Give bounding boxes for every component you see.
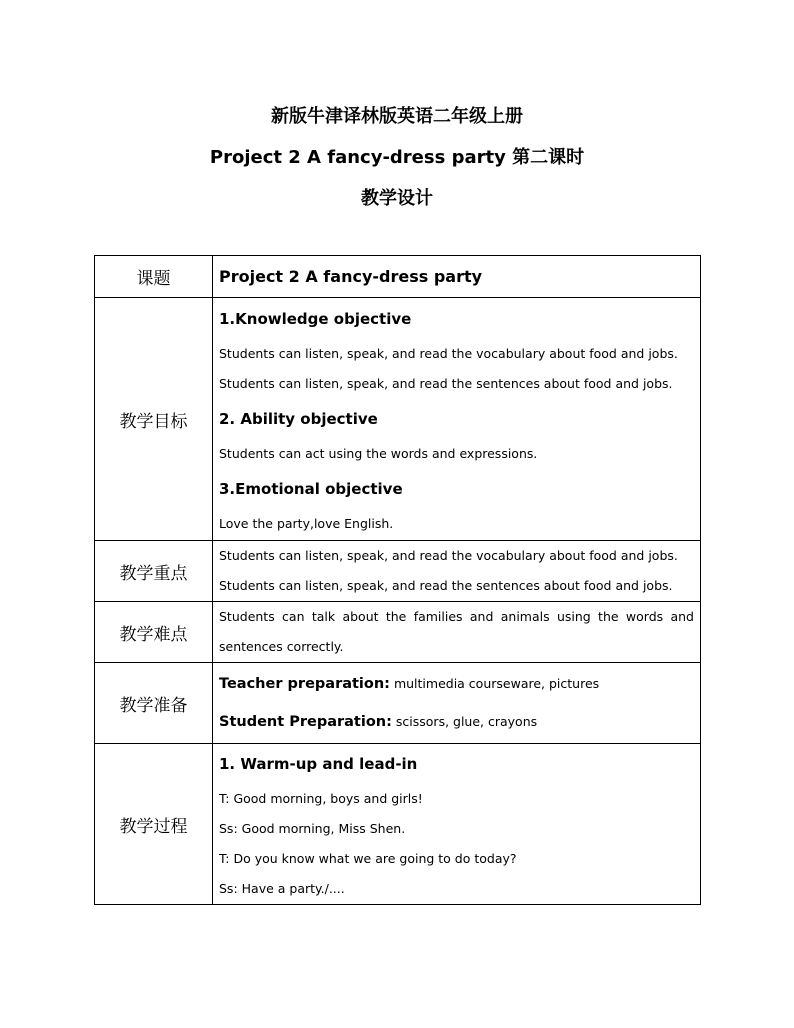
process-line: T: Good morning, boys and girls! [219, 791, 423, 806]
objectives-label: 教学目标 [95, 298, 213, 541]
process-line: T: Do you know what we are going to do today? [219, 851, 517, 866]
lesson-plan-table [94, 255, 701, 905]
table-row-objectives [95, 298, 701, 541]
process-line: Ss: Good morning, Miss Shen. [219, 821, 406, 836]
teacher-preparation-value: multimedia courseware, pictures [389, 676, 600, 691]
key-point-line: Students can listen, speak, and read the sentences about food and jobs. [219, 578, 673, 593]
ability-heading: 2. Ability objective [219, 410, 378, 428]
table-row-preparation [95, 663, 701, 744]
table-row-process [95, 744, 701, 905]
emotional-heading: 3.Emotional objective [219, 480, 403, 498]
difficulties-text: Students can talk about the families and animals using the words and sentences correctly. [219, 609, 694, 654]
table-row-key-points [95, 541, 701, 602]
preparation-cell [213, 663, 701, 744]
document-heading: 教学设计 [361, 188, 433, 209]
table-row-topic [95, 256, 701, 298]
topic-label: 课题 [95, 256, 213, 298]
document-subtitle: Project 2 A fancy-dress party 第二课时 [209, 147, 585, 168]
process-cell [213, 744, 701, 905]
knowledge-line: Students can listen, speak, and read the vocabulary about food and jobs. [219, 346, 678, 361]
process-label: 教学过程 [95, 744, 213, 905]
difficulties-label: 教学难点 [95, 602, 213, 663]
student-preparation [219, 703, 694, 741]
student-preparation-label: Student Preparation: [219, 714, 392, 730]
key-points-cell [213, 541, 701, 602]
teacher-preparation [219, 665, 694, 703]
difficulties-cell [213, 602, 701, 663]
topic-value: Project 2 A fancy-dress party [219, 267, 483, 286]
topic-cell [213, 256, 701, 298]
process-heading: 1. Warm-up and lead-in [219, 755, 418, 773]
teacher-preparation-label: Teacher preparation: [219, 676, 390, 692]
preparation-label: 教学准备 [95, 663, 213, 744]
table-row-difficulties [95, 602, 701, 663]
student-preparation-value: scissors, glue, crayons [391, 714, 538, 729]
emotional-line: Love the party,love English. [219, 516, 394, 531]
key-points-label: 教学重点 [95, 541, 213, 602]
document-title: 新版牛津译林版英语二年级上册 [271, 106, 523, 127]
knowledge-heading: 1.Knowledge objective [219, 310, 412, 328]
ability-line: Students can act using the words and expressions. [219, 446, 538, 461]
objectives-cell [213, 298, 701, 541]
knowledge-line: Students can listen, speak, and read the sentences about food and jobs. [219, 376, 673, 391]
key-point-line: Students can listen, speak, and read the vocabulary about food and jobs. [219, 548, 678, 563]
process-line: Ss: Have a party./.... [219, 881, 345, 896]
